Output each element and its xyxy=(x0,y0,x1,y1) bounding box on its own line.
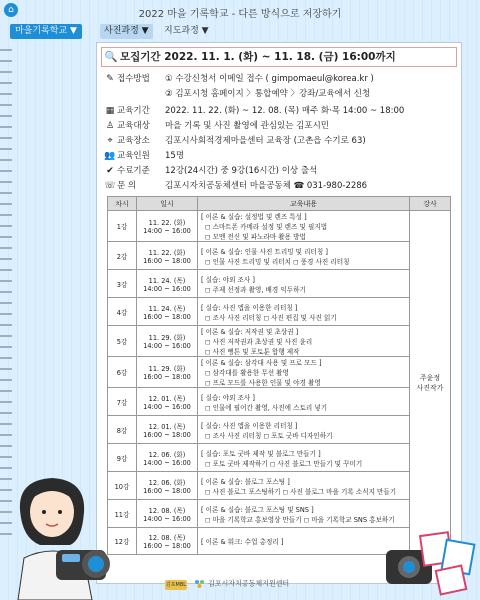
datetime-cell xyxy=(137,211,198,242)
datetime-cell xyxy=(137,472,198,500)
schedule-table xyxy=(107,196,451,555)
session-time: 16:00 ~ 18:00 xyxy=(143,486,191,495)
search-icon: 🔍 xyxy=(104,51,118,63)
session-cell: 7강 xyxy=(108,388,137,416)
content-title: [ 이론 & 실습: 블로그 포스팅 ] xyxy=(201,477,290,486)
content-item: ◻ 주제 선정과 촬영, 배경 익두하기 xyxy=(205,285,306,294)
content-item: ◻ 스마트폰 카메라 설정 및 렌즈 및 필지법 xyxy=(205,223,328,231)
table-row xyxy=(108,242,451,270)
tab-map-course[interactable]: 지도과정 ▼ xyxy=(164,26,209,36)
table-row xyxy=(108,211,451,242)
course-card xyxy=(96,42,462,584)
session-time: 16:00 ~ 18:00 xyxy=(143,430,191,439)
session-cell: 8강 xyxy=(108,416,137,444)
col-lecturer: 강사 xyxy=(410,197,451,211)
content-cell xyxy=(198,242,410,270)
session-time: 16:00 ~ 18:00 xyxy=(143,312,191,321)
content-title: [ 실습: 사진 앱을 이용한 리터칭 ] xyxy=(201,303,298,312)
content-item: ◻ 조사 사진 리터칭 ◻ 포토 굿바 디자인하기 xyxy=(205,431,333,440)
datetime-cell xyxy=(137,326,198,357)
content-title: [ 실습: 사진 앱을 이용한 리터칭 ] xyxy=(201,421,298,430)
datetime-cell xyxy=(137,270,198,298)
phone-icon: ☏ xyxy=(104,181,116,191)
session-time: 16:00 ~ 18:00 xyxy=(143,256,191,265)
content-cell xyxy=(198,416,410,444)
session-time: 14:00 ~ 16:00 xyxy=(143,514,191,523)
calendar-icon: ▦ xyxy=(105,106,115,116)
datetime-cell xyxy=(137,528,198,555)
content-item: ◻ 사진 뻥튼 및 포토툰 합행 제작 xyxy=(205,348,300,356)
content-item: ◻ 프로 모드를 사용한 인물 및 야경 촬영 xyxy=(205,379,321,387)
session-date: 12. 01. (목) xyxy=(148,422,186,431)
recruit-period-banner: 🔍 모집기간 2022. 11. 1. (화) ~ 11. 18. (금) 16:00까지 xyxy=(101,47,457,67)
session-time: 14:00 ~ 16:00 xyxy=(143,402,191,411)
place-row: ⌖ 교육장소 김포시사회적경제마을센터 교육장 (고촌읍 수기로 63) xyxy=(103,135,366,147)
contact-row: ☏문 의 김포시자치공동체센터 마을공동체 ☎ 031-980-2286 xyxy=(104,181,368,191)
period-row: ▦ 교육기간 2022. 11. 22. (화) ~ 12. 08. (목) 매주 화·목 14:00 ~ 18:00 xyxy=(103,105,404,117)
session-cell: 2강 xyxy=(108,242,137,270)
camera-and-photos-illustration xyxy=(378,528,478,600)
content-title: [ 실습: 야외 조사 ] xyxy=(201,393,255,402)
session-date: 12. 01. (목) xyxy=(148,394,186,403)
content-title: [ 이론 & 실습: 블로그 포스팅 및 SNS ] xyxy=(201,505,314,514)
datetime-cell xyxy=(137,444,198,472)
session-date: 12. 06. (화) xyxy=(148,478,186,487)
datetime-cell xyxy=(137,388,198,416)
content-item: ◻ 인물 사진 트리밍 및 리터치 ◻ 풍경 사진 리터칭 xyxy=(205,257,350,266)
col-session: 차시 xyxy=(108,197,137,211)
content-cell xyxy=(198,270,410,298)
content-item: ◻ 모멘 전신 및 파노라마 촬용 방법 xyxy=(205,233,306,241)
content-title: [ 이론 & 실습: 설정법 및 렌즈 특성 ] xyxy=(201,213,307,221)
session-cell: 4강 xyxy=(108,298,137,326)
session-cell: 5강 xyxy=(108,326,137,357)
session-cell: 6강 xyxy=(108,357,137,388)
content-cell xyxy=(198,500,410,528)
content-title: [ 이론 & 워크: 수업 총정리 ] xyxy=(201,538,284,546)
session-cell: 1강 xyxy=(108,211,137,242)
content-item: ◻ 조사 사진 리터칭 ◻ 사진 편집 및 사진 읽기 xyxy=(205,313,337,322)
table-row xyxy=(108,326,451,357)
content-cell xyxy=(198,298,410,326)
session-date: 12. 08. (목) xyxy=(148,534,186,542)
content-title: [ 이론 & 실습: 삼각대 사용 및 프로 모드 ] xyxy=(201,359,322,367)
table-row xyxy=(108,357,451,388)
session-date: 12. 08. (목) xyxy=(148,506,186,515)
home-icon[interactable]: ⌂ xyxy=(4,3,18,17)
footer: 김포MBL 김포시자치공동체지원센터 xyxy=(165,579,290,588)
session-time: 14:00 ~ 16:00 xyxy=(143,284,191,293)
content-cell xyxy=(198,357,410,388)
session-date: 11. 22. (화) xyxy=(148,219,186,227)
session-cell: 11강 xyxy=(108,500,137,528)
apply-method-row-2: ② 김포시청 홈페이지 〉통합예약 〉강좌/교육에서 신청 xyxy=(165,89,371,99)
content-title: [ 이론 & 실습: 저작권 및 초상권 ] xyxy=(201,328,299,336)
session-time: 16:00 ~ 18:00 xyxy=(143,373,191,381)
content-cell xyxy=(198,211,410,242)
content-cell xyxy=(198,388,410,416)
session-date: 11. 29. (화) xyxy=(148,334,186,342)
location-pin-icon: ⌖ xyxy=(107,136,113,146)
mbl-logo: 김포MBL xyxy=(165,581,187,588)
content-title: [ 실습: 야외 조사 ] xyxy=(201,275,255,284)
content-cell xyxy=(198,326,410,357)
person-icon: ♙ xyxy=(105,121,115,131)
table-header-row xyxy=(108,197,451,211)
datetime-cell xyxy=(137,298,198,326)
content-cell xyxy=(198,472,410,500)
content-title: [ 실습: 포토 굿바 제작 및 블로그 만들기 ] xyxy=(201,449,321,458)
session-date: 11. 24. (목) xyxy=(148,276,186,285)
table-row xyxy=(108,298,451,326)
table-row xyxy=(108,444,451,472)
session-date: 11. 24. (목) xyxy=(148,304,186,313)
session-time: 16:00 ~ 18:00 xyxy=(143,542,191,550)
pencil-icon: ✎ xyxy=(106,74,114,84)
tab-photo-course[interactable]: 사진과정 ▼ xyxy=(100,24,153,39)
count-row: 👥교육인원 15명 xyxy=(104,151,185,161)
session-time: 14:00 ~ 16:00 xyxy=(143,342,191,350)
content-item: ◻ 삼각대를 활용한 무선 촬영 xyxy=(205,369,289,377)
content-item: ◻ 마을 기록학교 홍보영상 만들기 ◻ 마을 기록학교 SNS 홍보하기 xyxy=(205,515,395,524)
community-logo-icon xyxy=(194,578,205,589)
datetime-cell xyxy=(137,242,198,270)
table-row xyxy=(108,270,451,298)
col-content: 교육내용 xyxy=(198,197,410,211)
content-title: [ 이론 & 실습: 인물 사진 트리밍 및 리터칭 ] xyxy=(201,247,328,256)
student-with-camera-illustration xyxy=(0,470,130,600)
session-cell: 9강 xyxy=(108,444,137,472)
session-cell: 12강 xyxy=(108,528,137,555)
session-time: 14:00 ~ 16:00 xyxy=(143,458,191,467)
table-row xyxy=(108,472,451,500)
session-date: 11. 29. (화) xyxy=(148,365,186,373)
session-cell: 3강 xyxy=(108,270,137,298)
session-cell: 10강 xyxy=(108,472,137,500)
apply-method-row: ✎ 접수방법 ① 수강신청서 이메일 접수 ( gimpomaeul@korea.kr ) xyxy=(103,73,374,85)
table-row xyxy=(108,416,451,444)
content-cell xyxy=(198,444,410,472)
col-datetime: 일시 xyxy=(137,197,198,211)
certificate-row: ✔ 수료기준 12강(24시간) 중 9강(16시간) 이상 출석 xyxy=(103,165,317,177)
content-item: ◻ 사진 저작권과 초상권 및 사진 윤리 xyxy=(205,338,313,346)
session-date: 11. 22. (화) xyxy=(148,248,186,257)
datetime-cell xyxy=(137,357,198,388)
lecturer-cell: 주윤정 사진작가 xyxy=(410,211,451,555)
datetime-cell xyxy=(137,500,198,528)
brand-dropdown[interactable]: 마을기록학교 ▼ xyxy=(10,24,82,39)
page-title: 2022 마을 기록학교 - 다른 방식으로 저장하기 xyxy=(138,9,342,20)
people-icon: 👥 xyxy=(104,151,116,161)
content-item: ◻ 인물에 필어간 촬영, 사진에 스토리 넣기 xyxy=(205,403,328,412)
session-date: 12. 06. (화) xyxy=(148,450,186,459)
content-item: ◻ 포토 굿바 제작하기 ◻ 사진 블로그 만들기 및 꾸미기 xyxy=(205,459,363,468)
datetime-cell xyxy=(137,416,198,444)
session-time: 14:00 ~ 16:00 xyxy=(143,227,191,235)
target-row: ♙ 교육대상 마을 기록 및 사진 촬영에 관심있는 김포시민 xyxy=(103,120,329,132)
content-item: ◻ 사진 블로그 포스팅하기 ◻ 사진 블로그 마을 기록 소식지 만들기 xyxy=(205,487,397,496)
table-row xyxy=(108,388,451,416)
table-row xyxy=(108,500,451,528)
notebook-rings xyxy=(0,40,12,540)
check-icon: ✔ xyxy=(106,166,114,176)
